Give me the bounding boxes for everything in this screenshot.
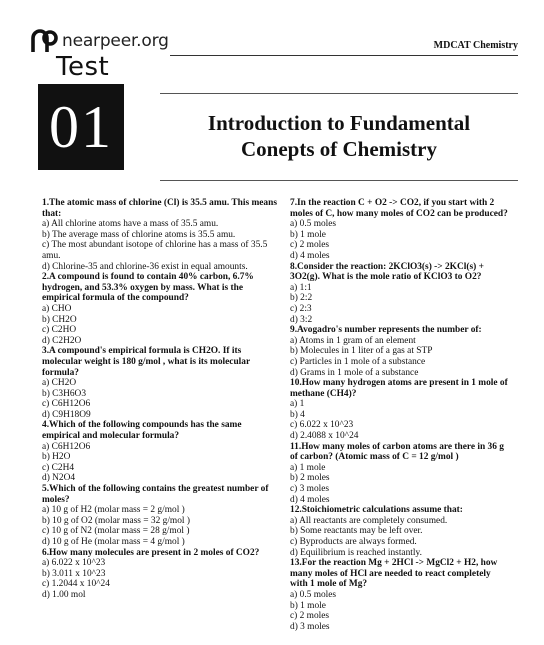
- answer-option: b) The average mass of chlorine atoms is 35.5 amu.: [42, 229, 236, 240]
- answer-option: d) 4 moles: [290, 250, 330, 261]
- answer-option: d) 3:2: [290, 314, 313, 325]
- question-text: 7.In the reaction C + O2 -> CO2, if you start with 2 moles of C, how many moles of CO2 can be produced?: [290, 198, 508, 219]
- question-text: 11.How many moles of carbon atoms are there in 36 g of carbon? (Atomic mass of C = 12 g/mol ): [290, 441, 504, 463]
- chapter-title-line1: Introduction to Fundamental: [207, 111, 471, 135]
- question-text: 10.How many hydrogen atoms are present in 1 mole of methane (CH4)?: [290, 378, 508, 399]
- answer-option: a) 10 g of H2 (molar mass = 2 g/mol ): [42, 505, 185, 516]
- answer-option: c) 2 moles: [290, 240, 330, 251]
- question-block: [42, 346, 280, 420]
- question-column-right: [290, 198, 510, 632]
- answer-option: b) Some reactants may be left over.: [290, 526, 423, 537]
- answer-option: a) All chlorine atoms have a mass of 35.5 amu.: [42, 219, 219, 230]
- question-block: [42, 484, 280, 548]
- title-divider-top: [160, 93, 518, 94]
- answer-option: c) 2 moles: [290, 611, 330, 622]
- question-text: 8.Consider the reaction: 2KClO3(s) -> 2KCl(s) + 3O2(g). What is the mole ratio of KClO3 to O2?: [290, 261, 484, 283]
- question-text: 6.How many molecules are present in 2 moles of CO2?: [42, 547, 260, 558]
- question-block: [290, 378, 510, 442]
- answer-option: a) 6.022 x 10^23: [42, 558, 106, 569]
- question-text: 13.For the reaction Mg + 2HCl -> MgCl2 + H2, how many moles of HCl are needed to react completely with 1 mole of Mg?: [290, 558, 498, 590]
- question-block: [42, 198, 280, 272]
- question-block: [290, 505, 510, 558]
- answer-option: b) H2O: [42, 452, 71, 463]
- answer-option: a) 1 mole: [290, 462, 326, 473]
- answer-option: a) C6H12O6: [42, 441, 91, 452]
- brand-name: nearpeer.org: [62, 31, 169, 51]
- test-label: Test: [56, 52, 110, 82]
- question-block: [290, 558, 510, 632]
- answer-option: b) C3H6O3: [42, 388, 87, 399]
- question-text: 4.Which of the following compounds has the same empirical and molecular formula?: [42, 420, 242, 442]
- question-text: 12.Stoichiometric calculations assume that:: [290, 505, 463, 516]
- answer-option: c) 3 moles: [290, 484, 330, 495]
- question-text: 3.A compound's empirical formula is CH2O. If its molecular weight is 180 g/mol , what is its molecular formula?: [42, 346, 250, 378]
- question-text: 9.Avogadro's number represents the number of:: [290, 325, 482, 336]
- answer-option: a) 1: [290, 399, 305, 410]
- question-block: [42, 272, 280, 346]
- header-divider: [170, 55, 518, 56]
- question-text: 5.Which of the following contains the greatest number of moles?: [42, 484, 269, 505]
- answer-option: d) C9H18O9: [42, 409, 91, 420]
- question-text: 1.The atomic mass of chlorine (Cl) is 35.5 amu. This means that:: [42, 198, 277, 219]
- nearpeer-logo: [30, 28, 169, 54]
- answer-option: b) 2:2: [290, 293, 313, 304]
- question-block: [290, 442, 510, 506]
- title-divider-bottom: [160, 180, 518, 181]
- subject-header: MDCAT Chemistry: [433, 40, 518, 51]
- answer-option: c) C2H4: [42, 462, 75, 473]
- question-block: [42, 548, 280, 601]
- answer-option: c) 1.2044 x 10^24: [42, 579, 110, 590]
- nearpeer-logo-icon: [30, 28, 58, 54]
- answer-option: c) C6H12O6: [42, 399, 91, 410]
- answer-option: a) CH2O: [42, 378, 77, 389]
- answer-option: a) All reactants are completely consumed.: [290, 515, 448, 526]
- answer-option: d) Chlorine-35 and chlorine-36 exist in equal amounts.: [42, 261, 248, 272]
- answer-option: a) 0.5 moles: [290, 219, 337, 230]
- answer-option: c) 10 g of N2 (molar mass = 28 g/mol ): [42, 526, 190, 537]
- answer-option: d) C2H2O: [42, 335, 82, 346]
- answer-option: b) 1 mole: [290, 229, 326, 240]
- answer-option: d) 3 moles: [290, 621, 330, 632]
- answer-option: d) N2O4: [42, 473, 76, 484]
- answer-option: b) 10 g of O2 (molar mass = 32 g/mol ): [42, 515, 190, 526]
- question-block: [42, 420, 280, 484]
- answer-option: d) Equilibrium is reached instantly.: [290, 547, 422, 558]
- answer-option: c) Particles in 1 mole of a substance: [290, 356, 426, 367]
- answer-option: a) 0.5 moles: [290, 589, 337, 600]
- answer-option: c) 2:3: [290, 303, 312, 314]
- question-column-left: [42, 198, 280, 601]
- answer-option: a) Atoms in 1 gram of an element: [290, 335, 416, 346]
- question-block: [290, 198, 510, 262]
- answer-option: d) 1.00 mol: [42, 589, 86, 600]
- answer-option: d) 10 g of He (molar mass = 4 g/mol ): [42, 537, 185, 547]
- answer-option: b) CH2O: [42, 314, 77, 325]
- answer-option: b) 4: [290, 409, 305, 420]
- answer-option: b) Molecules in 1 liter of a gas at STP: [290, 346, 433, 357]
- chapter-title-line2: Conepts of Chemistry: [241, 137, 437, 161]
- answer-option: b) 1 mole: [290, 600, 326, 611]
- answer-option: a) 1:1: [290, 282, 312, 293]
- question-block: [290, 262, 510, 326]
- question-block: [290, 325, 510, 378]
- chapter-title: [160, 110, 518, 162]
- answer-option: d) Grams in 1 mole of a substance: [290, 367, 419, 378]
- question-text: 2.A compound is found to contain 40% carbon, 6.7% hydrogen, and 53.3% oxygen by mass. What is the empirical formula of the compound?: [42, 272, 254, 304]
- chapter-number: 01: [38, 84, 124, 170]
- answer-option: b) 3.011 x 10^23: [42, 568, 106, 579]
- answer-option: c) 6.022 x 10^23: [290, 420, 354, 431]
- answer-option: d) 2.4088 x 10^24: [290, 431, 359, 442]
- answer-option: c) C2HO: [42, 325, 77, 336]
- answer-option: b) 2 moles: [290, 473, 330, 484]
- answer-option: c) Byproducts are always formed.: [290, 537, 417, 547]
- answer-option: c) The most abundant isotope of chlorine has a mass of 35.5 amu.: [42, 240, 268, 261]
- answer-option: d) 4 moles: [290, 494, 330, 505]
- answer-option: a) CHO: [42, 303, 72, 314]
